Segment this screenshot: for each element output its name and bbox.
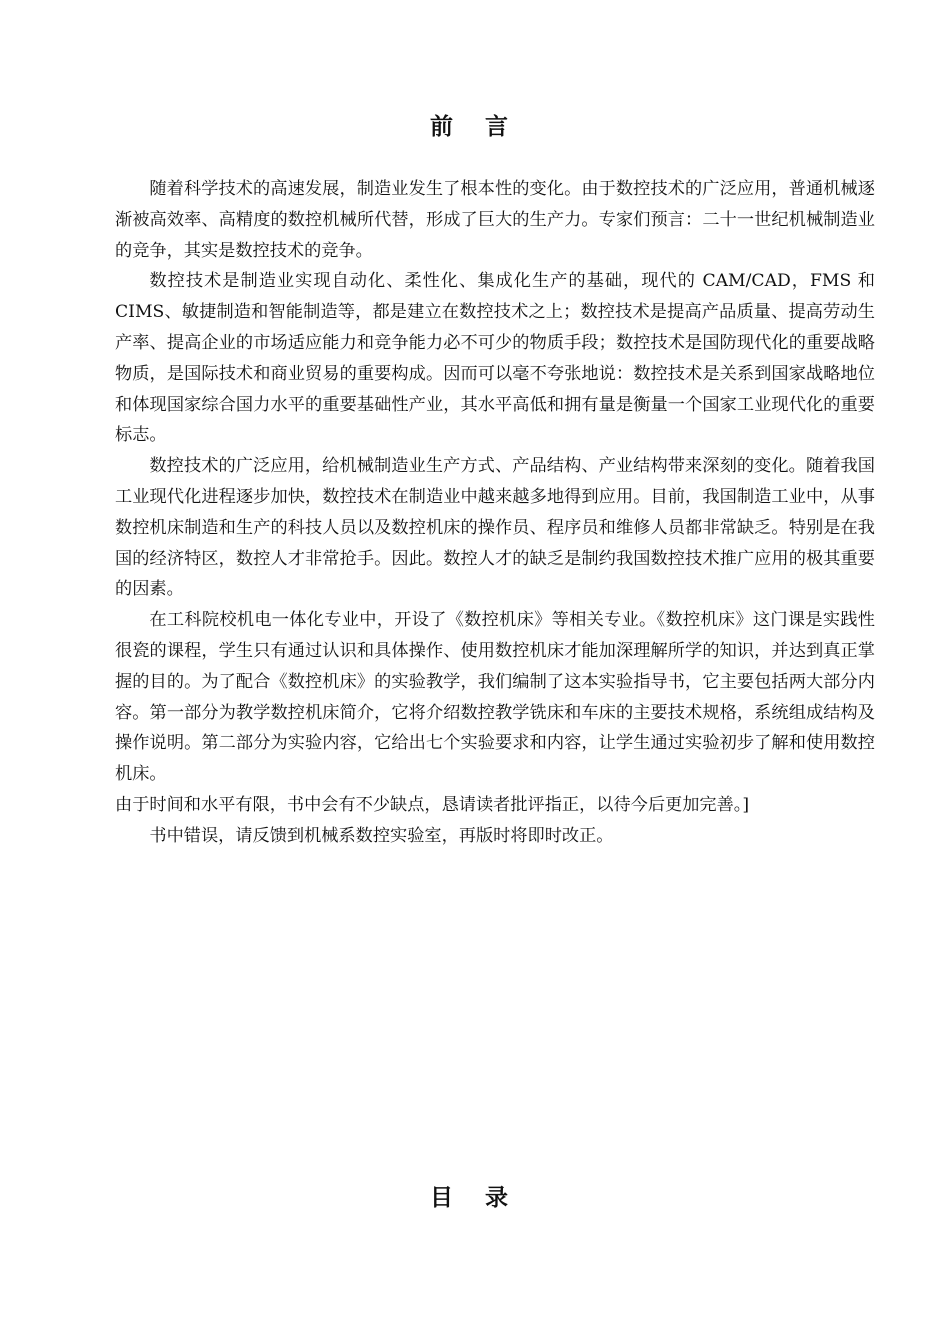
toc-title: 目 录 xyxy=(429,1184,520,1211)
paragraph-4: 在工科院校机电一体化专业中，开设了《数控机床》等相关专业。《数控机床》这门课是实践性很瓷的课程，学生只有通过认识和具体操作、使用数控机床才能加深理解所学的知识，并达到真正掌握的目的。为了配合《数控机床》的实验教学，我们编制了这本实验指导书，它主要包括两大部分内容。第一部分为教学数控机床简介，它将介绍数控教学铣床和车床的主要技术规格，系统组成结构及操作说明。第二部分为实验内容，它给出七个实验要求和内容，让学生通过实验初步了解和使用数控机床。 xyxy=(115,610,875,785)
preface-body xyxy=(115,174,875,852)
paragraph-5: 由于时间和水平有限，书中会有不少缺点，恳请读者批评指正，以待今后更加完善。] xyxy=(115,794,750,815)
paragraph-6: 书中错误，请反馈到机械系数控实验室，再版时将即时改正。 xyxy=(149,825,614,846)
paragraph-3: 数控技术的广泛应用，给机械制造业生产方式、产品结构、产业结构带来深刻的变化。随着我国工业现代化进程逐步加快，数控技术在制造业中越来越多地得到应用。目前，我国制造工业中，从事数控机床制造和生产的科技人员以及数控机床的操作员、程序员和维修人员都非常缺乏。特别是在我国的经济特区，数控人才非常抢手。因此。数控人才的缺乏是制约我国数控技术推广应用的极其重要的因素。 xyxy=(115,456,875,600)
paragraph-2: 数控技术是制造业实现自动化、柔性化、集成化生产的基础，现代的 CAM/CAD，FMS 和 CIMS、敏捷制造和智能制造等，都是建立在数控技术之上；数控技术是提高产品质量、提高劳动生产率、提高企业的市场适应能力和竞争能力必不可少的物质手段；数控技术是国防现代化的重要战略物质，是国际技术和商业贸易的重要构成。因而可以毫不夸张地说：数控技术是关系到国家战略地位和体现国家综合国力水平的重要基础性产业，其水平高低和拥有量是衡量一个国家工业现代化的重要标志。 xyxy=(115,271,875,446)
preface-title: 前 言 xyxy=(429,113,520,140)
paragraph-1: 随着科学技术的高速发展，制造业发生了根本性的变化。由于数控技术的广泛应用，普通机械逐渐被高效率、高精度的数控机械所代替，形成了巨大的生产力。专家们预言：二十一世纪机械制造业的竞争，其实是数控技术的竞争。 xyxy=(115,179,875,261)
